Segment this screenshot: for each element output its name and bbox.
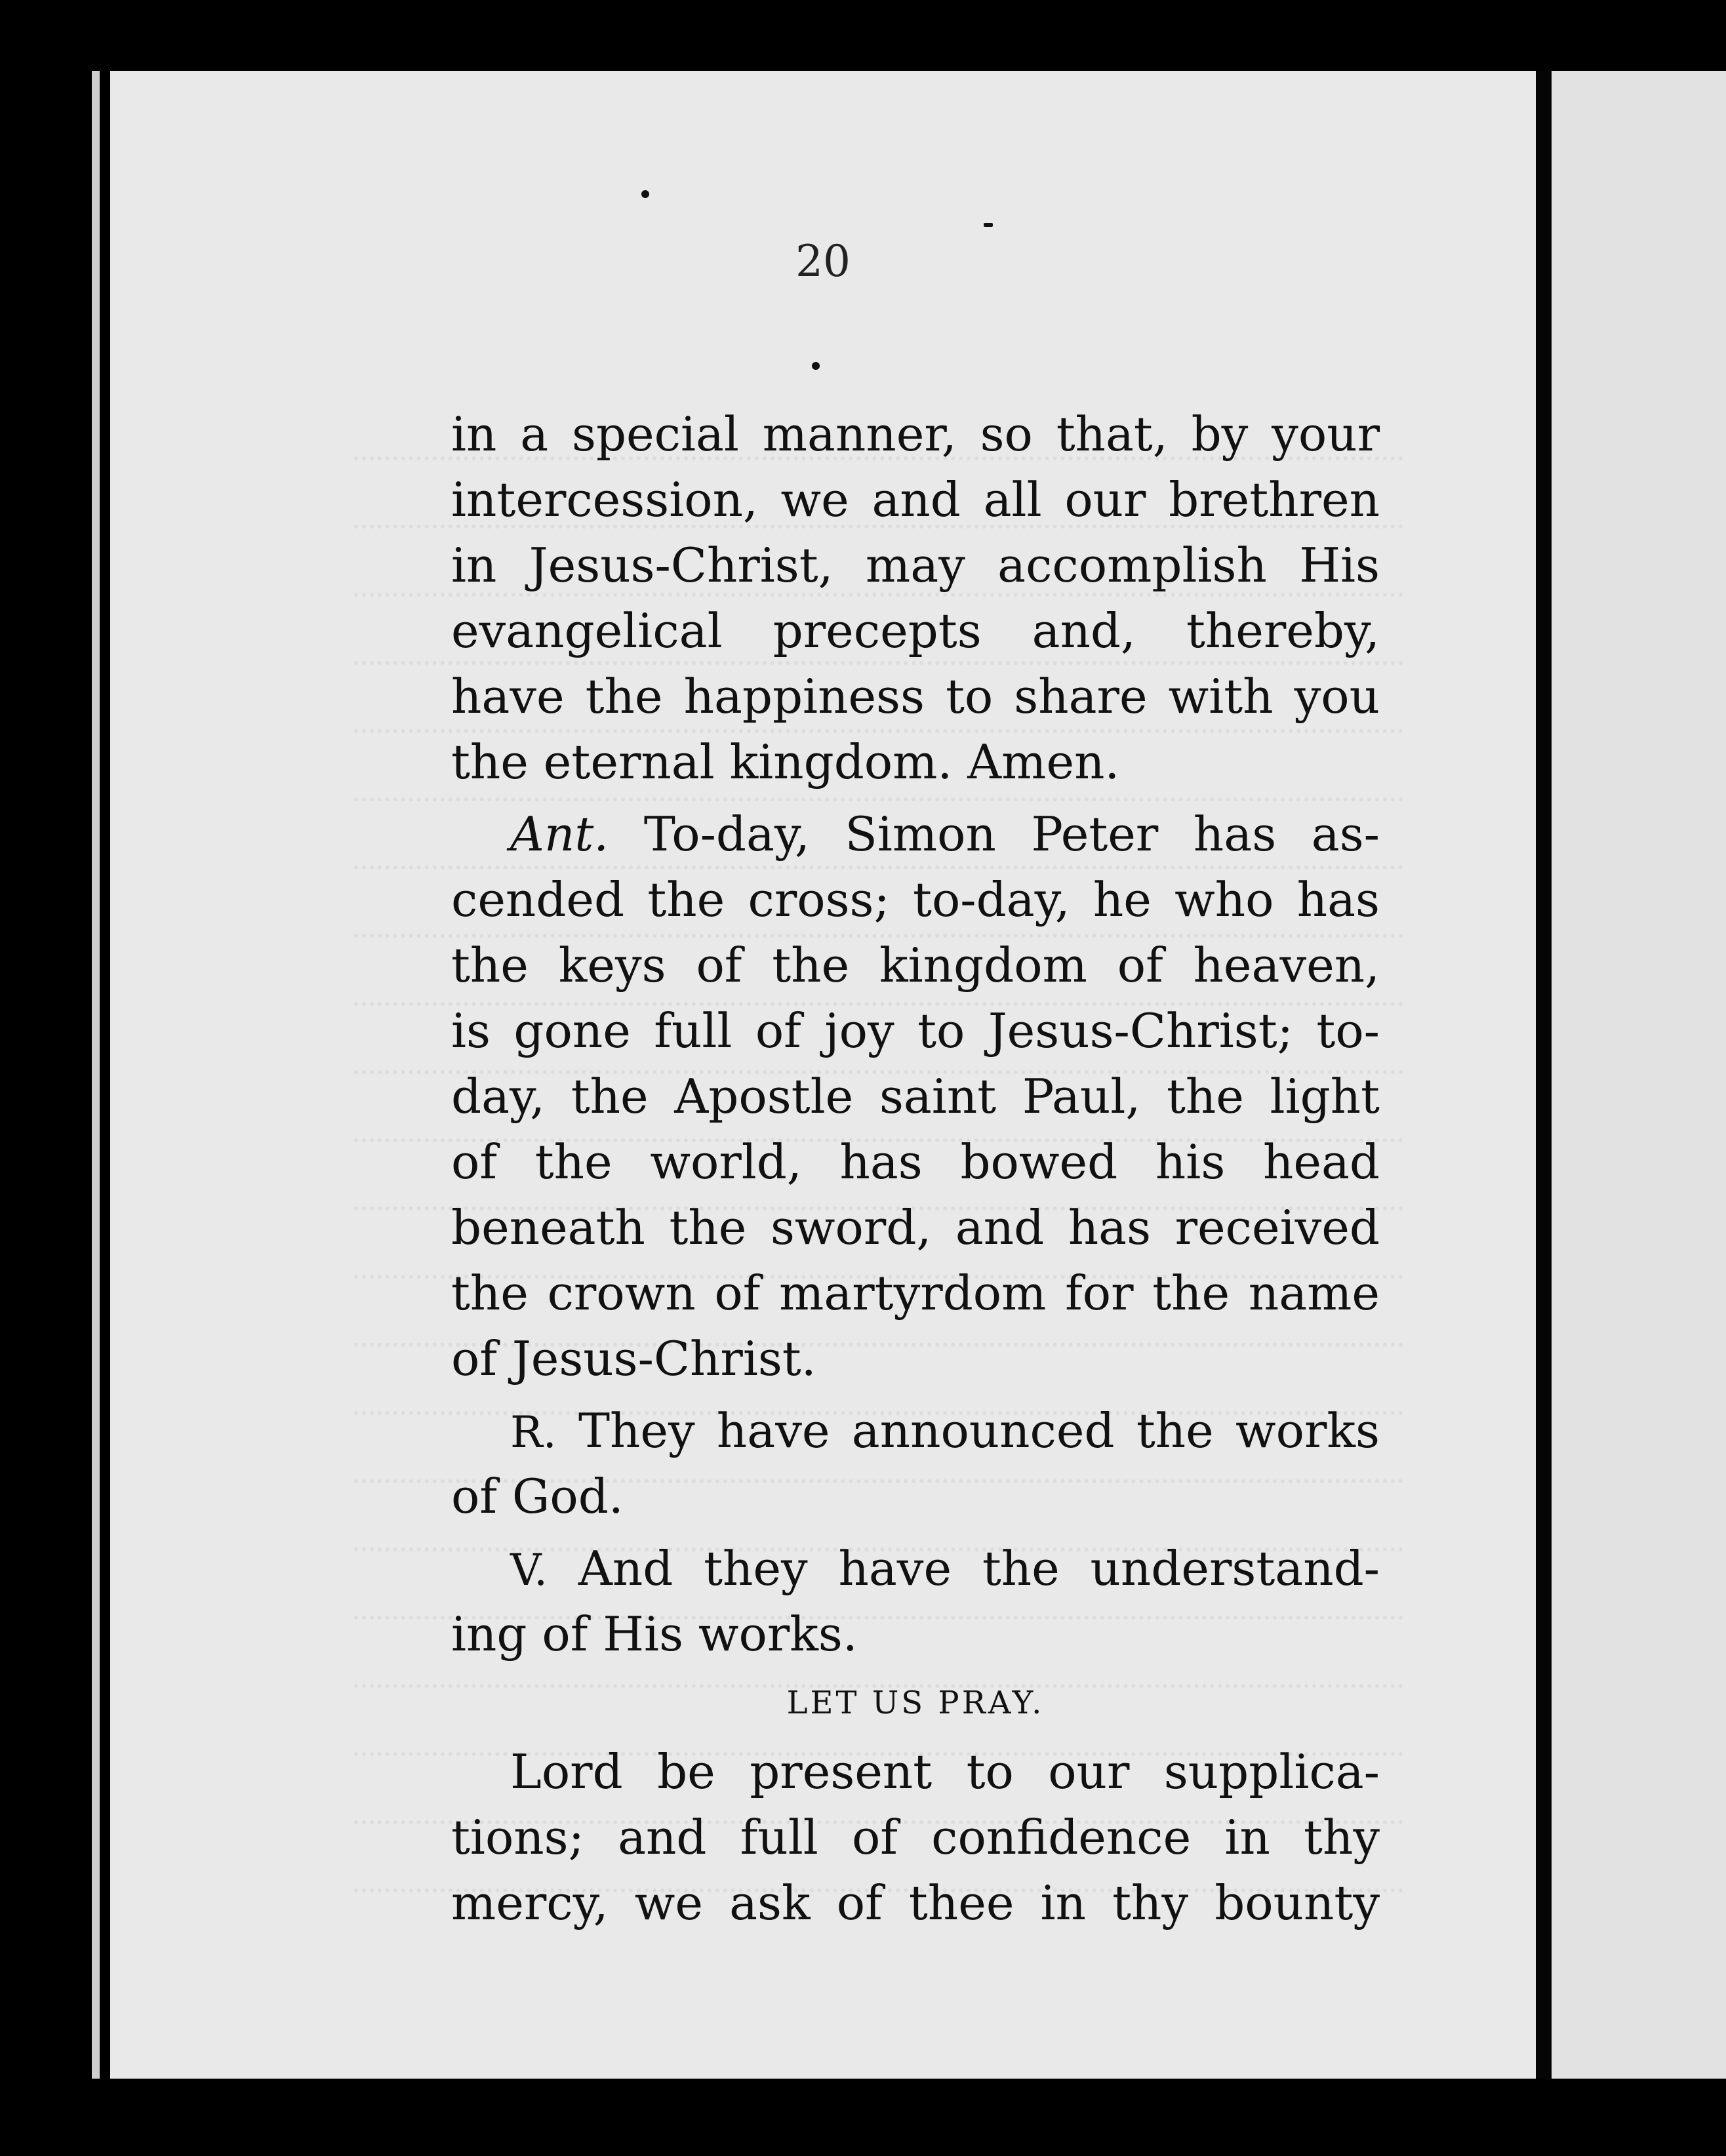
text-line: ing of His works. — [451, 1607, 858, 1662]
versicle-first-line — [451, 1536, 1380, 1601]
text-line: in Jesus-Christ, may accomplish His — [451, 538, 1380, 593]
ink-speck — [984, 223, 993, 227]
text-line: beneath the sword, and has received — [451, 1200, 1380, 1255]
response-first-line — [451, 1398, 1380, 1464]
book-gutter — [1536, 71, 1552, 2079]
text-line: intercession, we and all our brethren — [451, 472, 1380, 527]
page-edge — [92, 71, 100, 2079]
text-line: the crown of martyrdom for the name — [451, 1266, 1380, 1321]
text-line: They have announced the works — [578, 1403, 1380, 1458]
section-heading: LET US PRAY. — [786, 1685, 1045, 1721]
ink-speck — [641, 190, 649, 198]
page-number: 20 — [795, 236, 851, 287]
text-line: tions; and full of confidence in thy — [451, 1810, 1380, 1865]
text-line: evangelical precepts and, thereby, — [451, 603, 1380, 658]
text-line: the eternal kingdom. Amen. — [451, 734, 1120, 789]
text-line: cended the cross; to-day, he who has — [451, 872, 1380, 927]
text-line: of Jesus-Christ. — [451, 1331, 816, 1386]
response — [451, 1398, 1380, 1529]
page-text — [451, 401, 1380, 1936]
prayer — [451, 1739, 1380, 1936]
antiphon-first-line — [451, 801, 1380, 867]
text-line: is gone full of joy to Jesus-Christ; to- — [451, 1003, 1380, 1058]
response-label: R. — [510, 1407, 557, 1458]
versicle-label: V. — [510, 1545, 548, 1595]
text-line: have the happiness to share with you — [451, 669, 1380, 724]
text-line: And they have the understand- — [578, 1541, 1380, 1596]
text-line: To-day, Simon Peter has as- — [643, 807, 1380, 862]
antiphon — [451, 801, 1380, 1391]
text-line: day, the Apostle saint Paul, the light — [451, 1069, 1380, 1124]
text-line: mercy, we ask of thee in thy bounty — [451, 1875, 1380, 1930]
facing-page-edge — [1552, 71, 1726, 2079]
paragraph-continuation — [451, 401, 1380, 795]
text-line: of the world, has bowed his head — [451, 1134, 1380, 1189]
ink-speck — [812, 362, 820, 370]
text-line: of God. — [451, 1469, 624, 1524]
text-line: Lord be present to our supplica- — [510, 1744, 1380, 1799]
text-line: in a special manner, so that, by your — [451, 407, 1380, 462]
antiphon-label: Ant. — [510, 807, 609, 862]
versicle — [451, 1536, 1380, 1667]
text-line: the keys of the kingdom of heaven, — [451, 938, 1380, 993]
